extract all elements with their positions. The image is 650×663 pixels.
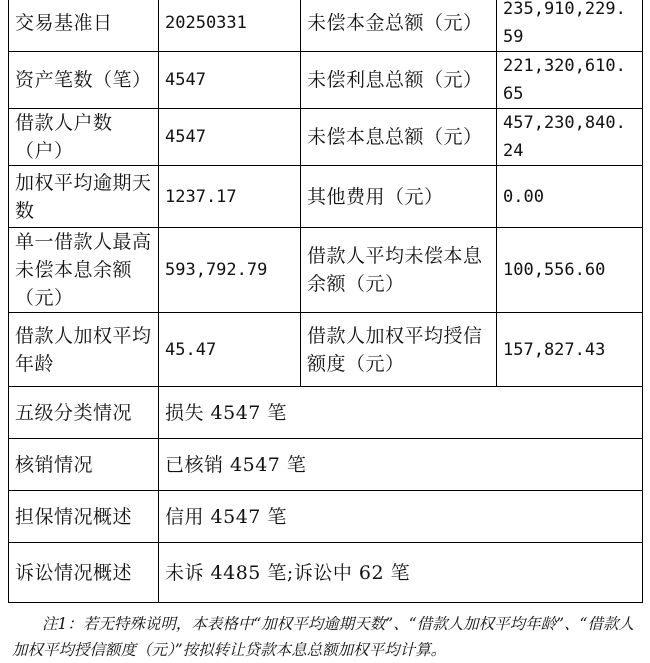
table-row — [9, 52, 643, 109]
cell-value: 损失 4547 笔 — [159, 387, 643, 439]
cell-label: 借款人加权平均年龄 — [9, 313, 159, 387]
cell-label: 借款人户数（户） — [9, 109, 159, 166]
cell-label: 其他费用（元） — [301, 166, 497, 228]
table-row — [9, 166, 643, 228]
cell-label: 五级分类情况 — [9, 387, 159, 439]
table-row — [9, 228, 643, 313]
cell-value: 信用 4547 笔 — [159, 491, 643, 543]
footnote: 注1：若无特殊说明，本表格中“加权平均逾期天数”、“借款人加权平均年龄”、“借款人加权平均授信额度（元）”按拟转让贷款本息总额加权平均计算。 — [12, 615, 634, 659]
document-sheet — [8, 0, 642, 663]
table-row — [9, 491, 643, 543]
table-row — [9, 313, 643, 387]
table-row — [9, 109, 643, 166]
cell-value: 457,230,840.24 — [497, 109, 643, 166]
cell-label: 资产笔数（笔） — [9, 52, 159, 109]
cell-value: 100,556.60 — [497, 228, 643, 313]
cell-label: 借款人加权平均授信额度（元） — [301, 313, 497, 387]
cell-value: 45.47 — [159, 313, 301, 387]
cell-label: 未偿本金总额（元） — [301, 0, 497, 52]
cell-label: 诉讼情况概述 — [9, 543, 159, 603]
table-row — [9, 0, 643, 52]
cell-value: 已核销 4547 笔 — [159, 439, 643, 491]
cell-label: 单一借款人最高未偿本息余额（元） — [9, 228, 159, 313]
cell-label: 核销情况 — [9, 439, 159, 491]
cell-value: 235,910,229.59 — [497, 0, 643, 52]
cell-label: 借款人平均未偿本息余额（元） — [301, 228, 497, 313]
cell-value: 未诉 4485 笔;诉讼中 62 笔 — [159, 543, 643, 603]
cell-label: 担保情况概述 — [9, 491, 159, 543]
cell-value: 4547 — [159, 109, 301, 166]
cell-label: 未偿利息总额（元） — [301, 52, 497, 109]
table-row — [9, 439, 643, 491]
cell-label: 加权平均逾期天数 — [9, 166, 159, 228]
cell-label: 未偿本息总额（元） — [301, 109, 497, 166]
cell-label: 交易基准日 — [9, 0, 159, 52]
cell-value: 593,792.79 — [159, 228, 301, 313]
cell-value: 0.00 — [497, 166, 643, 228]
cell-value: 221,320,610.65 — [497, 52, 643, 109]
table-row — [9, 387, 643, 439]
cell-value: 157,827.43 — [497, 313, 643, 387]
cell-value: 20250331 — [159, 0, 301, 52]
cell-value: 1237.17 — [159, 166, 301, 228]
asset-summary-table — [8, 0, 643, 603]
cell-value: 4547 — [159, 52, 301, 109]
table-row — [9, 543, 643, 603]
